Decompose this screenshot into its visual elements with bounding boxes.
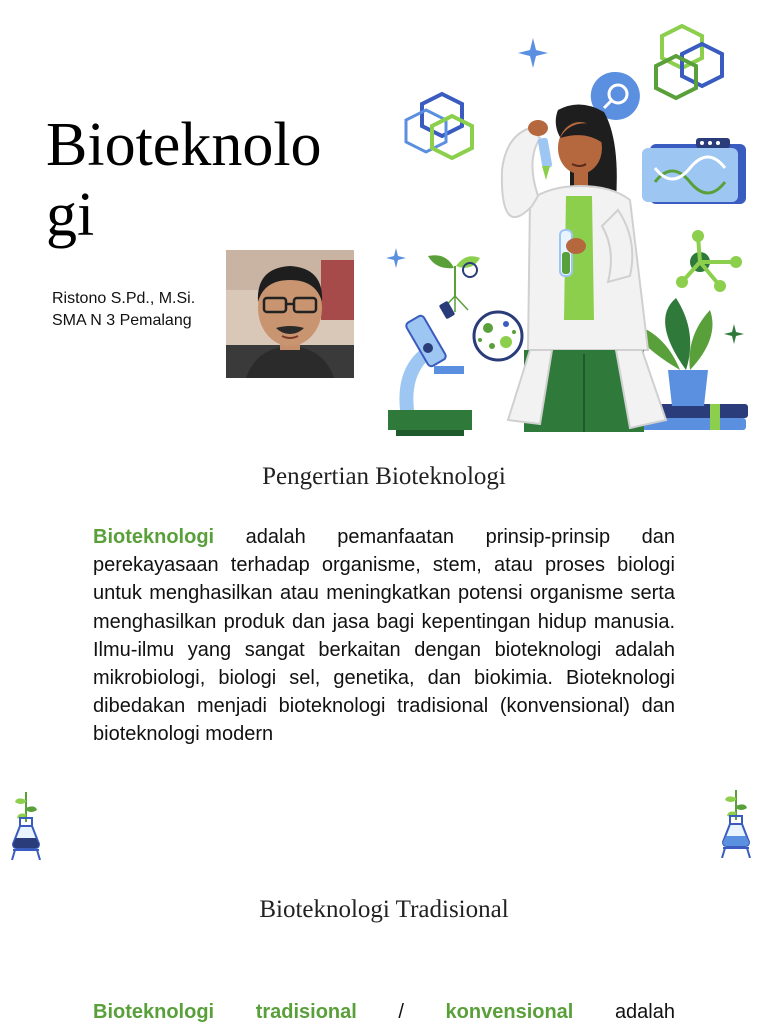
section-heading-pengertian: Pengertian Bioteknologi [262,463,506,490]
author-name: Ristono S.Pd., M.Si. [52,290,196,307]
keyword-bioteknologi: Bioteknologi [93,526,215,548]
flask-plant-icon [719,786,753,858]
keyword-bioteknologi: Bioteknologi [93,1001,215,1023]
keyword-tradisional: tradisional [255,1001,357,1023]
scientist-illustration [380,20,760,440]
page-title: Bioteknologi [46,111,322,249]
tradisional-text: adalah [614,1001,675,1023]
flask-plant-icon [9,788,43,860]
author-school: SMA N 3 Pemalang [52,312,192,329]
keyword-konvensional: konvensional [445,1001,574,1023]
author-block [52,288,195,332]
section-heading-tradisional: Bioteknologi Tradisional [259,896,509,923]
definition-paragraph [93,523,675,749]
separator-slash: / [398,1001,404,1023]
definition-text: adalah pemanfaatan prinsip-prinsip dan perekayasaan terhadap organisme, stem, atau proses biologi untuk menghasilkan atau meningkatkan potensi organisme serta menghasilkan produk dan jasa bagi kepentingan hidup manusia. Ilmu-ilmu yang sangat berkaitan dengan bioteknologi adalah mikrobiologi, biologi sel, genetika, dan biokimia. Bioteknologi dibedakan menjadi bioteknologi tradisional (konvensional) dan bioteknologi modern [93,526,675,746]
author-photo [226,250,354,378]
tradisional-paragraph [93,998,675,1024]
